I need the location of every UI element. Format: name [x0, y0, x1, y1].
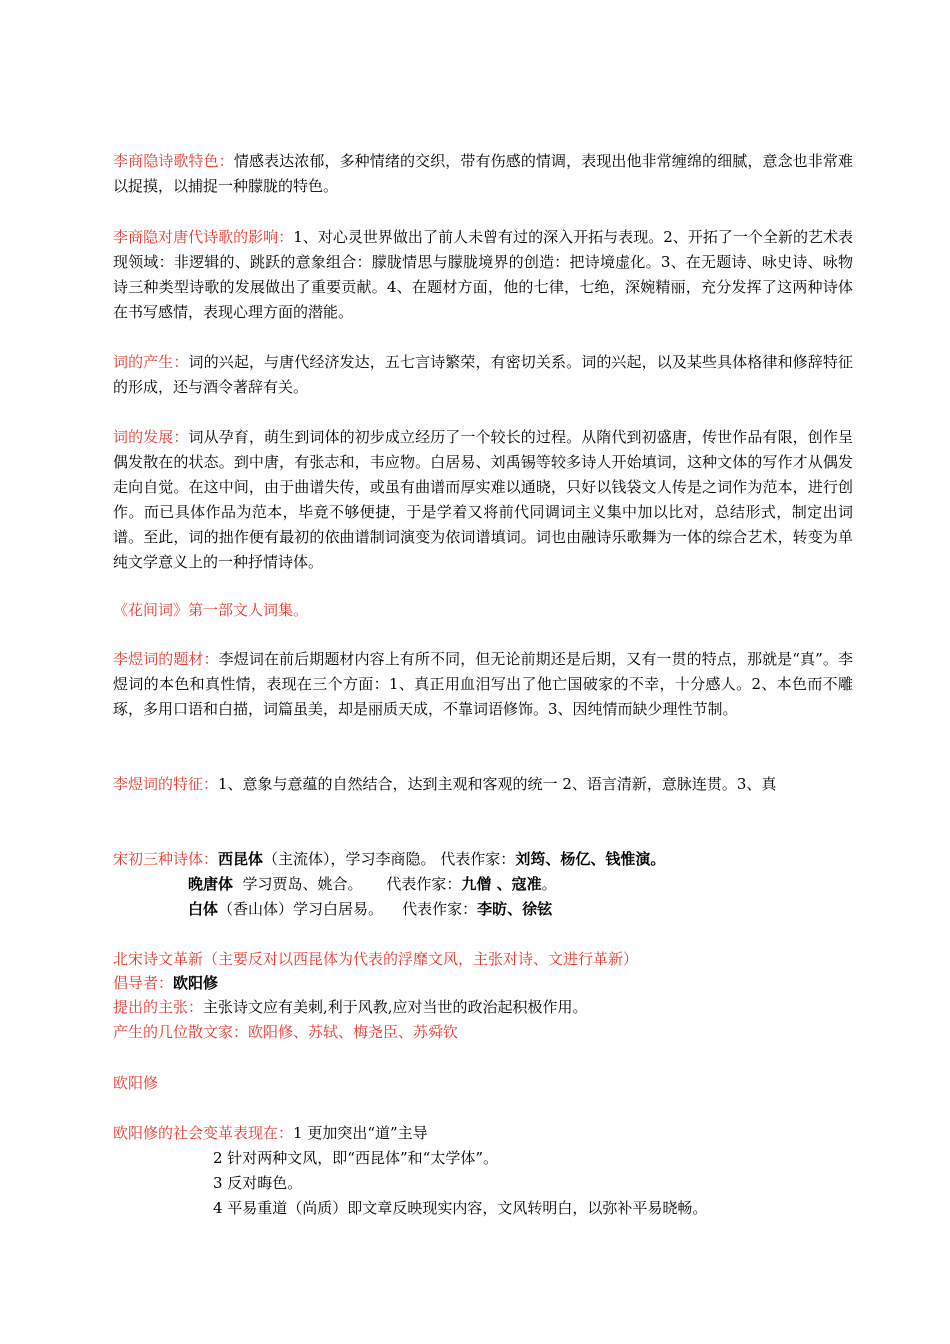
claim-text: 主张诗文应有美刺,利于风教,应对当世的政治起积极作用。 — [203, 998, 588, 1016]
heading-label: 李商隐对唐代诗歌的影响： — [113, 228, 294, 246]
heading-label: 李商隐诗歌特色： — [113, 152, 234, 170]
ouyang-label: 欧阳修的社会变革表现在： — [113, 1124, 294, 1142]
ouyang-item-3: 3 反对晦色。 — [213, 1174, 303, 1192]
item-text: 1 更加突出“道”主导 — [293, 1124, 428, 1142]
paragraph-ci-origin — [113, 350, 853, 400]
paragraph-text: 1、对心灵世界做出了前人未曾有过的深入开拓与表现。2、开拓了一个全新的艺术表现领域：非逻辑的、跳跃的意象组合：朦胧情思与朦胧境界的创造：把诗境虚化。3、在无题诗、咏史诗、咏物诗三种类型诗歌的发展做出了重要贡献。4、在题材方面，他的七律，七绝，深婉精丽，充分发挥了这两种诗体在书写感情，表现心理方面的潜能。 — [113, 228, 853, 321]
heading-label: 李煜词的特征： — [113, 775, 219, 793]
ouyang-item-2: 2 针对两种文风，即“西昆体”和“太学体”。 — [213, 1149, 498, 1167]
song-poetry-row-1 — [113, 847, 665, 872]
reform-writers: 产生的几位散文家：欧阳修、苏轼、梅尧臣、苏舜钦 — [113, 1023, 459, 1041]
heading-label: 词的产生： — [113, 353, 189, 371]
style-desc: （香山体）学习白居易。 代表作家： — [218, 900, 478, 918]
ouyang-item-1 — [113, 1121, 428, 1146]
reform-leader — [113, 971, 218, 996]
paragraph-text: 1、意象与意蕴的自然结合，达到主观和客观的统一 2、语言清新，意脉连贯。3、真 — [218, 775, 777, 793]
style-authors: 刘筠、杨亿、钱惟演。 — [515, 850, 666, 868]
heading-label: 词的发展： — [113, 428, 189, 446]
style-authors: 九僧 、寇准 — [461, 875, 542, 893]
song-poetry-label: 宋初三种诗体： — [113, 850, 219, 868]
paragraph-li-shangyin-influence — [113, 225, 853, 325]
paragraph-text: 词从孕育，萌生到词体的初步成立经历了一个较长的过程。从隋代到初盛唐，传世作品有限，创作呈偶发散在的状态。到中唐，有张志和，韦应物。白居易、刘禹锡等较多诗人开始填词，这种文体的写作才从偶发走向自觉。在这中间，由于曲谱失传，或虽有曲谱而厚实难以通晓，只好以钱袋文人传是之词作为范本，进行创作。而已具体作品为范本，毕竟不够便捷，于是学着又将前代同调词主义集中加以比对，总结形式，制定出词谱。至此，词的拙作便有最初的依曲谱制词演变为依词谱填词。词也由融诗乐歌舞为一体的综合艺术，转变为单纯文学意义上的一种抒情诗体。 — [113, 428, 853, 571]
ouyang-item-4: 4 平易重道（尚质）即文章反映现实内容，文风转明白，以弥补平易晓畅。 — [213, 1199, 708, 1217]
style-name: 白体 — [188, 900, 219, 918]
reform-title: 北宋诗文革新（主要反对以西昆体为代表的浮靡文风，主张对诗、文进行革新） — [113, 950, 639, 968]
style-desc: （主流体），学习李商隐。 代表作家： — [263, 850, 516, 868]
paragraph-li-shangyin-features — [113, 149, 853, 199]
heading-label: 李煜词的题材： — [113, 650, 219, 668]
ouyang-heading: 欧阳修 — [113, 1074, 159, 1092]
reform-claim — [113, 995, 588, 1020]
song-poetry-row-2 — [188, 872, 557, 897]
style-name: 晚唐体 — [188, 875, 234, 893]
paragraph-text: 李煜词在前后期题材内容上有所不同，但无论前期还是后期，又有一贯的特点，那就是“真”。李煜词的本色和真性情，表现在三个方面：1、真正用血泪写出了他亡国破家的不幸，十分感人。2、本色而不雕琢，多用口语和白描，词篇虽美，却是丽质天成，不靠词语修饰。3、因纯情而缺少理性节制。 — [113, 650, 853, 718]
paragraph-li-yu-themes — [113, 647, 853, 722]
paragraph-text: 词的兴起，与唐代经济发达，五七言诗繁荣，有密切关系。词的兴起，以及某些具体格律和修辞特征的形成，还与酒令著辞有关。 — [113, 353, 853, 396]
paragraph-huajian-ci: 《花间词》第一部文人词集。 — [113, 601, 309, 619]
style-desc: 学习贾岛、姚合。 代表作家： — [233, 875, 462, 893]
style-name: 西昆体 — [218, 850, 264, 868]
style-tail: 。 — [541, 875, 557, 893]
leader-label: 倡导者： — [113, 974, 174, 992]
song-poetry-row-3 — [188, 897, 552, 922]
claim-label: 提出的主张： — [113, 998, 204, 1016]
paragraph-ci-development — [113, 425, 853, 575]
leader-name: 欧阳修 — [173, 974, 219, 992]
paragraph-li-yu-characteristics — [113, 772, 853, 797]
style-authors: 李昉、徐铉 — [477, 900, 553, 918]
paragraph-text: 情感表达浓郁，多种情绪的交织，带有伤感的情调，表现出他非常缠绵的细腻，意念也非常难以捉摸，以捕捉一种朦胧的特色。 — [113, 152, 853, 195]
